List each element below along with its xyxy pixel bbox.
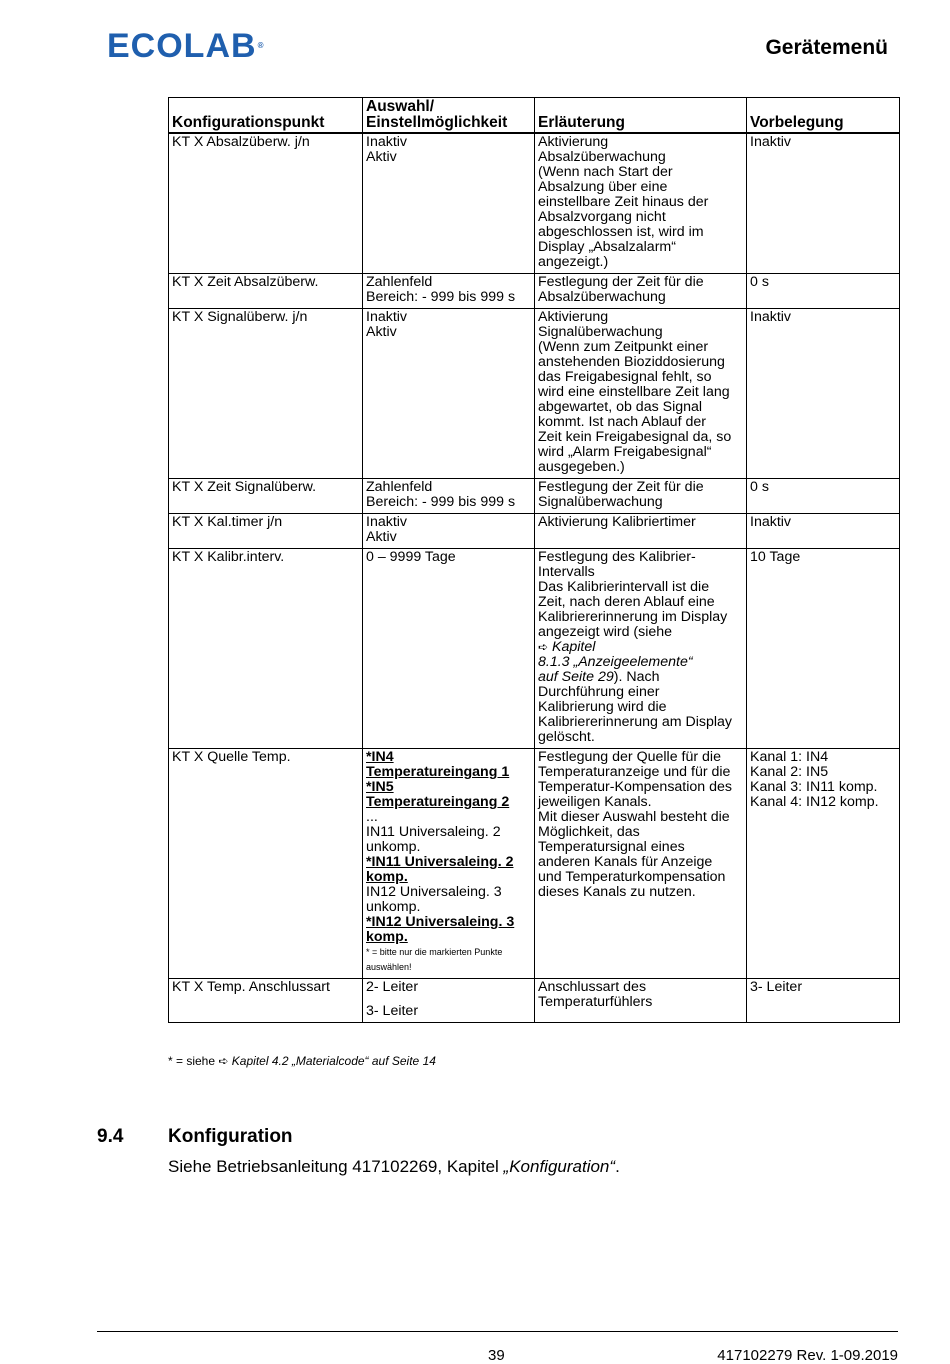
table-row: [169, 309, 900, 479]
selection-note: * = bitte nur die markierten Punkte: [366, 947, 503, 957]
cell-item: KT X Signalüberw. j/n: [169, 309, 363, 479]
page-header-title: Gerätemenü: [765, 36, 888, 59]
ecolab-logo: [107, 29, 264, 63]
cell-description: Festlegung der Quelle für die Temperaturanzeige und für die Temperatur-Kompensation des jeweiligen Kanals. Mit dieser Auswahl besteht die Möglichkeit, das Temperatursignal eines anderen Kanals für Anzeige und Temperaturkompensation dieses Kanals zu nutzen.: [535, 749, 747, 979]
col-header-erlaeuterung: Erläuterung: [535, 98, 747, 134]
cell-item: KT X Kalibr.interv.: [169, 549, 363, 749]
cell-default: 0 s: [747, 479, 900, 514]
config-table: [168, 97, 900, 1023]
cell-description: Festlegung des Kalibrier- Intervalls Das Kalibrierintervall ist die Zeit, nach deren Ablauf eine Kalibriererinnerung im Display angezeigt wird (siehe ➪ Kapitel 8.1.3 „Anzeigeelemente“ auf Seite 29). Nach Durchführung einer Kalibrierung wird die Kalibriererinnerung am Display gelöscht.: [535, 549, 747, 749]
cell-default: Inaktiv: [747, 309, 900, 479]
cell-default: 0 s: [747, 274, 900, 309]
section-number: 9.4: [97, 1126, 124, 1147]
cell-description: Aktivierung Signalüberwachung (Wenn zum Zeitpunkt einer anstehenden Bioziddosierung das Freigabesignal fehlt, so wird eine einstellbare Zeit lang abgewartet, ob das Signal kommt. Ist nach Ablauf der Zeit kein Freigabesignal da, so wird „Alarm Freigabesignal“ ausgegeben.): [535, 309, 747, 479]
page-number: 39: [488, 1347, 505, 1364]
cell-item: KT X Temp. Anschlussart: [169, 979, 363, 1023]
logo-registered-mark: ®: [257, 41, 265, 50]
cell-description: Aktivierung Kalibriertimer: [535, 514, 747, 549]
cell-description: Aktivierung Absalzüberwachung (Wenn nach Start der Absalzung über eine einstellbare Zeit hinaus der Absalzvorgang nicht abgeschlossen ist, wird im Display „Absalzalarm“ angezeigt.): [535, 133, 747, 274]
cell-item: KT X Zeit Absalzüberw.: [169, 274, 363, 309]
table-row: [169, 133, 900, 274]
cross-reference-link[interactable]: ➪ Kapitel: [538, 639, 596, 655]
cell-options: Zahlenfeld Bereich: - 999 bis 999 s: [363, 479, 535, 514]
table-footnote: * = siehe ➪ Kapitel 4.2 „Materialcode“ auf Seite 14: [168, 1054, 436, 1068]
table-row: [169, 979, 900, 1023]
footnote-reference-link[interactable]: Kapitel 4.2 „Materialcode“ auf Seite 14: [231, 1054, 436, 1068]
logo-text: ECOLAB: [107, 27, 257, 65]
cell-options: 2- Leiter 3- Leiter: [363, 979, 535, 1023]
cell-item: KT X Kal.timer j/n: [169, 514, 363, 549]
cell-options: 0 – 9999 Tage: [363, 549, 535, 749]
cell-options: Zahlenfeld Bereich: - 999 bis 999 s: [363, 274, 535, 309]
cell-options: Inaktiv Aktiv: [363, 309, 535, 479]
table-row: [169, 749, 900, 979]
footer-divider: [97, 1331, 898, 1332]
col-header-vorbelegung: Vorbelegung: [747, 98, 900, 134]
cell-description: Anschlussart des Temperaturfühlers: [535, 979, 747, 1023]
col-header-auswahl: Auswahl/ Einstellmöglichkeit: [363, 98, 535, 134]
cell-options: Inaktiv Aktiv: [363, 133, 535, 274]
section-title: Konfiguration: [168, 1126, 293, 1147]
section-reference: „Konfiguration“: [503, 1157, 616, 1176]
table-row: [169, 479, 900, 514]
cell-options: *IN4 Temperatureingang 1 *IN5 Temperatureingang 2 ... IN11 Universaleing. 2 unkomp. *IN11 Universaleing. 2 komp. IN12 Universaleing. 3 unkomp. *IN12 Universaleing. 3 komp. * = bitte nur die markierten Punkte auswählen!: [363, 749, 535, 979]
table-header-row: [169, 98, 900, 134]
document-revision: 417102279 Rev. 1-09.2019: [717, 1347, 898, 1364]
table-row: [169, 514, 900, 549]
cell-default: Inaktiv: [747, 514, 900, 549]
section-text: Siehe Betriebsanleitung 417102269, Kapitel „Konfiguration“.: [168, 1157, 620, 1176]
cell-item: KT X Quelle Temp.: [169, 749, 363, 979]
col-header-konfigurationspunkt: Konfigurationspunkt: [169, 98, 363, 134]
cell-description: Festlegung der Zeit für die Absalzüberwachung: [535, 274, 747, 309]
cell-item: KT X Absalzüberw. j/n: [169, 133, 363, 274]
cell-item: KT X Zeit Signalüberw.: [169, 479, 363, 514]
cell-default: Inaktiv: [747, 133, 900, 274]
cell-description: Festlegung der Zeit für die Signalüberwachung: [535, 479, 747, 514]
cell-default: 3- Leiter: [747, 979, 900, 1023]
cell-default: Kanal 1: IN4 Kanal 2: IN5 Kanal 3: IN11 komp. Kanal 4: IN12 komp.: [747, 749, 900, 979]
table-row: [169, 274, 900, 309]
table-row: [169, 549, 900, 749]
reference-arrow-icon: ➪: [538, 640, 549, 654]
cell-default: 10 Tage: [747, 549, 900, 749]
reference-arrow-icon: ➪: [218, 1054, 229, 1068]
cell-options: Inaktiv Aktiv: [363, 514, 535, 549]
